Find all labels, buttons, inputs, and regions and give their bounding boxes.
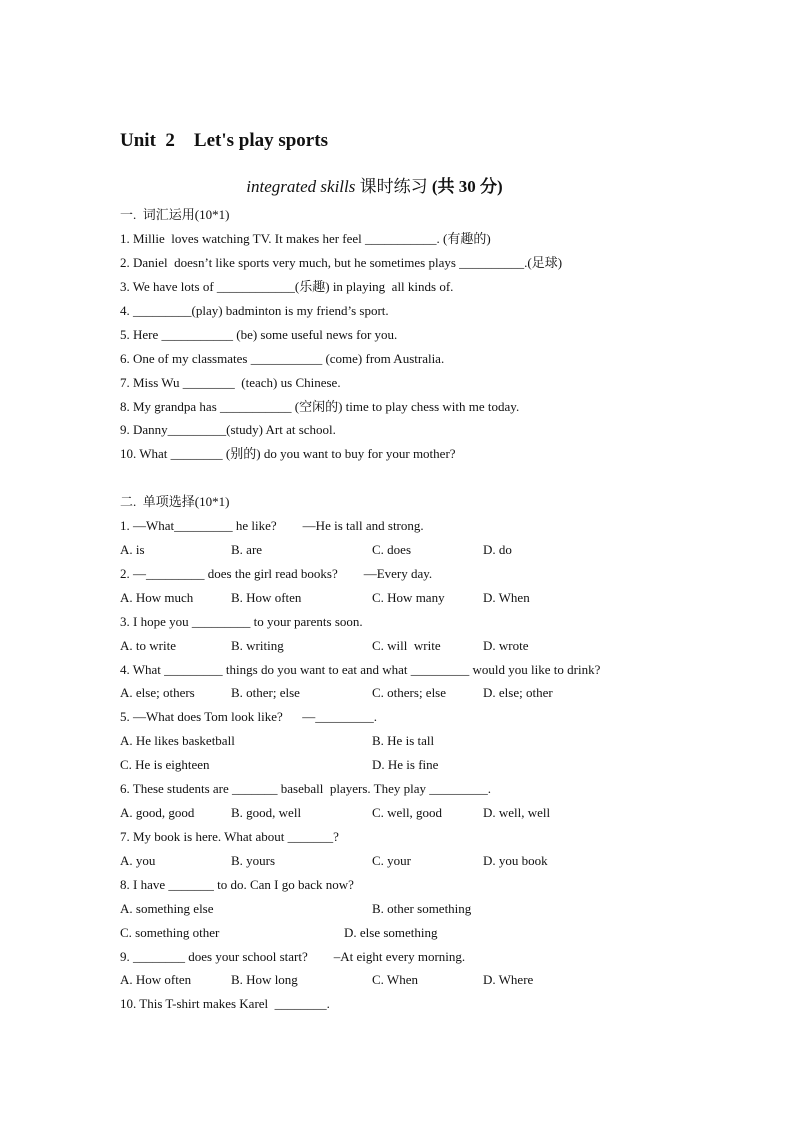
mc-question: 1. —What_________ he like? —He is tall and strong. — [120, 518, 424, 533]
mc-option: A. to write — [120, 638, 176, 653]
mc-question: 6. These students are _______ baseball players. They play _________. — [120, 781, 492, 796]
vocab-item: 4. _________(play) badminton is my friend’s sport. — [120, 303, 389, 318]
mc-question: 4. What _________ things do you want to eat and what _________ would you like to drink? — [120, 662, 601, 677]
section1-heading: 一. 词汇运用(10*1) — [120, 207, 230, 222]
mc-option: A. else; others — [120, 685, 195, 700]
mc-question: 10. This T-shirt makes Karel ________. — [120, 996, 330, 1011]
mc-option: B. writing — [231, 638, 284, 653]
mc-option: C. something other — [120, 925, 220, 940]
mc-option: B. other; else — [231, 685, 300, 700]
vocab-item: 7. Miss Wu ________ (teach) us Chinese. — [120, 375, 341, 390]
vocab-item: 8. My grandpa has ___________ (空闲的) time to play chess with me today. — [120, 399, 520, 414]
mc-option: A. How much — [120, 590, 194, 605]
mc-option: A. you — [120, 853, 156, 868]
mc-option: C. He is eighteen — [120, 757, 210, 772]
mc-option: B. other something — [372, 901, 472, 916]
mc-option: D. wrote — [483, 638, 529, 653]
mc-option: D. He is fine — [372, 757, 439, 772]
mc-option: A. He likes basketball — [120, 733, 235, 748]
mc-option: D. do — [483, 542, 512, 557]
vocab-item: 9. Danny_________(study) Art at school. — [120, 422, 336, 437]
mc-option: C. others; else — [372, 685, 447, 700]
subtitle-score: (共 30 分) — [431, 177, 503, 196]
mc-question: 3. I hope you _________ to your parents soon. — [120, 614, 363, 629]
page-subtitle — [0, 172, 749, 197]
mc-option: D. well, well — [483, 805, 551, 820]
mc-option: D. you book — [483, 853, 548, 868]
mc-option: B. How often — [231, 590, 302, 605]
mc-option: A. is — [120, 542, 145, 557]
section2-heading: 二. 单项选择(10*1) — [120, 494, 230, 509]
mc-question: 5. —What does Tom look like? —_________. — [120, 709, 378, 724]
mc-option: A. something else — [120, 901, 214, 916]
mc-question: 7. My book is here. What about _______? — [120, 829, 339, 844]
vocab-item: 2. Daniel doesn’t like sports very much, but he sometimes plays __________.(足球) — [120, 255, 563, 270]
mc-question: 2. —_________ does the girl read books? —Every day. — [120, 566, 433, 581]
mc-option: B. How long — [231, 972, 298, 987]
mc-option: C. your — [372, 853, 411, 868]
mc-option: C. How many — [372, 590, 445, 605]
subtitle-italic: integrated skills — [246, 177, 356, 196]
mc-question: 8. I have _______ to do. Can I go back now? — [120, 877, 354, 892]
mc-option: A. How often — [120, 972, 192, 987]
mc-option: B. are — [231, 542, 263, 557]
mc-option: C. will write — [372, 638, 441, 653]
vocab-item: 10. What ________ (别的) do you want to buy for your mother? — [120, 446, 456, 461]
mc-option: B. good, well — [231, 805, 302, 820]
mc-option: B. He is tall — [372, 733, 435, 748]
vocab-item: 3. We have lots of ____________(乐趣) in playing all kinds of. — [120, 279, 454, 294]
mc-option: B. yours — [231, 853, 276, 868]
mc-option: A. good, good — [120, 805, 195, 820]
page-title: Unit 2 Let's play sports — [120, 130, 328, 151]
mc-option: D. else something — [344, 925, 438, 940]
mc-option: C. does — [372, 542, 411, 557]
subtitle-plain: 课时练习 — [355, 177, 432, 196]
mc-option: C. When — [372, 972, 418, 987]
vocab-item: 1. Millie loves watching TV. It makes her feel ___________. (有趣的) — [120, 231, 491, 246]
mc-option: C. well, good — [372, 805, 443, 820]
vocab-item: 6. One of my classmates ___________ (come) from Australia. — [120, 351, 445, 366]
mc-option: D. Where — [483, 972, 534, 987]
mc-option: D. When — [483, 590, 530, 605]
mc-question: 9. ________ does your school start? –At eight every morning. — [120, 949, 466, 964]
mc-option: D. else; other — [483, 685, 553, 700]
vocab-item: 5. Here ___________ (be) some useful news for you. — [120, 327, 398, 342]
